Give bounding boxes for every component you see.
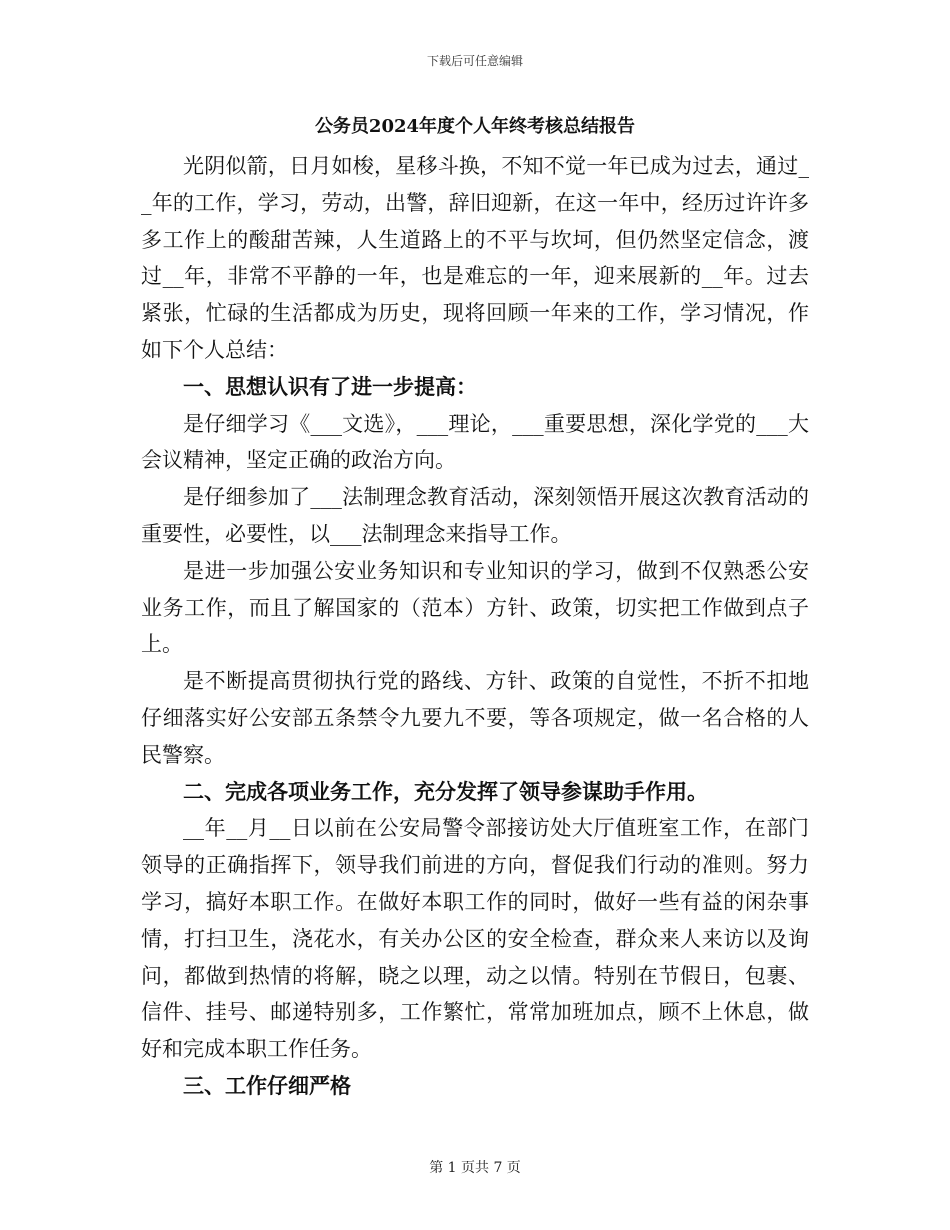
- section-heading-2: 二、完成各项业务工作，充分发挥了领导参谋助手作用。: [183, 778, 708, 804]
- page-number: 第 1 页共 7 页: [429, 1160, 521, 1176]
- paragraph: 是仔细学习《___文选》，___理论，___重要思想，深化学党的___大会议精神，坚定正确的政治方向。: [141, 411, 809, 473]
- section-heading-3: 三、工作仔细严格: [183, 1072, 351, 1098]
- paragraph: 是不断提高贯彻执行党的路线、方针、政策的自觉性，不折不扣地仔细落实好公安部五条禁令九要九不要，等各项规定，做一名合格的人民警察。: [141, 669, 809, 767]
- document-body: [141, 112, 809, 1105]
- paragraph: 是进一步加强公安业务知识和专业知识的学习，做到不仅熟悉公安业务工作，而且了解国家的（范本）方针、政策，切实把工作做到点子上。: [141, 558, 809, 657]
- paragraph: 是仔细参加了___法制理念教育活动，深刻领悟开展这次教育活动的重要性，必要性，以___法制理念来指导工作。: [141, 485, 809, 546]
- section-heading-1: 一、思想认识有了进一步提高：: [183, 373, 477, 399]
- paragraph: __年__月__日以前在公安局警令部接访处大厅值班室工作，在部门领导的正确指挥下，领导我们前进的方向，督促我们行动的准则。努力学习，搞好本职工作。在做好本职工作的同时，做好一些有益的闲杂事情，打扫卫生，浇花水，有关办公区的安全检查，群众来人来访以及询问，都做到热情的将解，晓之以理，动之以情。特别在节假日，包裹、信件、挂号、邮递特别多，工作繁忙，常常加班加点，顾不上休息，做好和完成本职工作任务。: [141, 816, 809, 1062]
- document-title: 公务员2024年度个人年终考核总结报告: [314, 116, 636, 137]
- page-header-note: 下载后可任意编辑: [426, 54, 523, 68]
- paragraph-intro: 光阴似箭，日月如梭，星移斗换，不知不觉一年已成为过去，通过__年的工作，学习，劳动，出警，辞旧迎新，在这一年中，经历过许许多多工作上的酸甜苦辣，人生道路上的不平与坎坷，但仍然坚定信念，渡过__年，非常不平静的一年，也是难忘的一年，迎来展新的__年。过去紧张，忙碌的生活都成为历史，现将回顾一年来的工作，学习情况，作如下个人总结：: [141, 154, 809, 362]
